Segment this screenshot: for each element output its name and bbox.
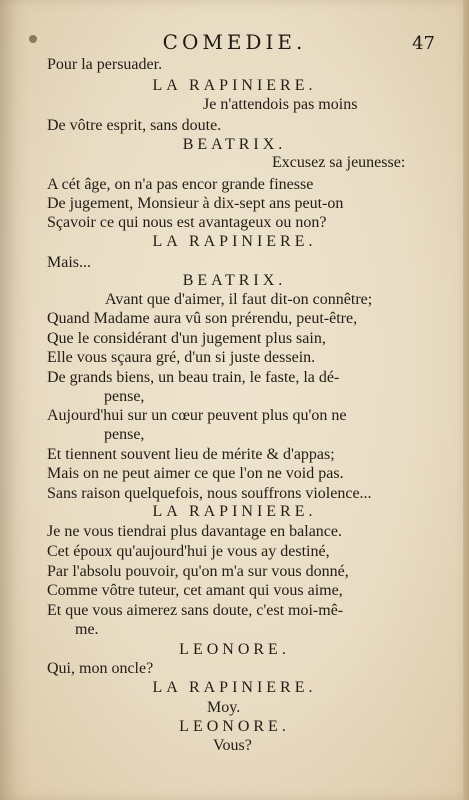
speaker-name: LA RAPINIERE.: [152, 679, 317, 696]
verse-line: Elle vous sçaura gré, d'un si juste dessein.: [47, 349, 316, 366]
verse-line: Par l'absolu pouvoir, qu'on m'a sur vous donné,: [47, 563, 349, 580]
verse-line: Moy.: [207, 699, 241, 716]
verse-line: Et que vous aimerez sans doute, c'est moi-mê-: [47, 602, 344, 619]
verse-line: Mais on ne peut aimer ce que l'on ne void pas.: [47, 465, 344, 482]
verse-line: pense,: [104, 426, 145, 443]
verse-line: Je ne vous tiendrai plus davantage en balance.: [47, 523, 342, 540]
verse-line: Et tiennent souvent lieu de mérite & d'appas;: [47, 446, 335, 463]
page-number: 47: [412, 33, 435, 54]
speaker-name: LA RAPINIERE.: [152, 77, 317, 94]
running-title: COMEDIE.: [162, 30, 307, 54]
verse-line: Sçavoir ce qui nous est avantageux ou non?: [47, 214, 327, 231]
verse-line: De jugement, Monsieur à dix-sept ans peut-on: [47, 195, 344, 212]
speaker-name: BEATRIX.: [182, 136, 287, 153]
speaker-name: LEONORE.: [179, 718, 290, 735]
verse-line: Cet époux qu'aujourd'hui je vous ay destiné,: [47, 543, 330, 560]
verse-line: Sans raison quelquefois, nous souffrons violence...: [47, 485, 372, 502]
verse-line: Vous?: [213, 737, 252, 754]
verse-line: De grands biens, un beau train, le faste, la dé-: [47, 369, 340, 386]
verse-line: Pour la persuader.: [47, 56, 163, 73]
verse-line: Quand Madame aura vû son prérendu, peut-être,: [47, 310, 358, 327]
speaker-name: BEATRIX.: [182, 272, 287, 289]
verse-line: pense,: [104, 388, 145, 405]
verse-line: Excusez sa jeunesse:: [272, 154, 406, 171]
verse-line: Avant que d'aimer, il faut dit-on connêtre;: [105, 291, 373, 308]
verse-line: De vôtre esprit, sans doute.: [47, 117, 222, 134]
verse-line: me.: [75, 621, 99, 638]
verse-line: Aujourd'hui sur un cœur peuvent plus qu'on ne: [47, 407, 347, 424]
verse-line: Qui, mon oncle?: [47, 660, 154, 677]
verse-line: Je n'attendois pas moins: [203, 96, 358, 113]
verse-line: Mais...: [47, 254, 91, 271]
speaker-name: LEONORE.: [179, 641, 290, 658]
speaker-name: LA RAPINIERE.: [152, 503, 317, 520]
verse-line: Que le considérant d'un jugement plus sain,: [47, 330, 326, 347]
speaker-name: LA RAPINIERE.: [152, 233, 317, 250]
verse-line: A cét âge, on n'a pas encor grande finesse: [47, 176, 314, 193]
verse-line: Comme vôtre tuteur, cet amant qui vous aime,: [47, 582, 343, 599]
